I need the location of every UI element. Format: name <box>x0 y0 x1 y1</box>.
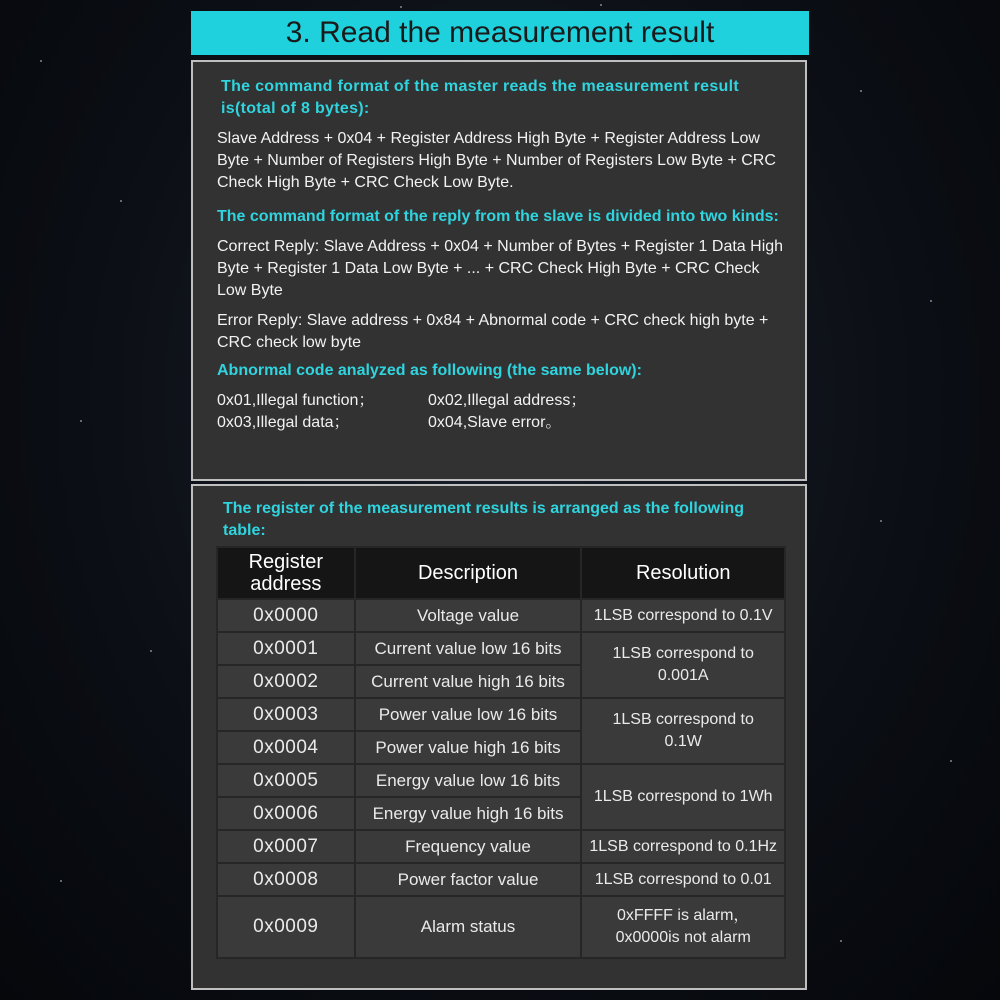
table-row <box>217 599 785 632</box>
command-format-panel <box>191 60 807 481</box>
description-cell: Current value high 16 bits <box>355 665 582 698</box>
description-cell: Power value high 16 bits <box>355 731 582 764</box>
table-row <box>217 830 785 863</box>
register-address-cell: 0x0006 <box>217 797 355 830</box>
page-title: 3. Read the measurement result <box>191 11 809 55</box>
register-address-cell: 0x0002 <box>217 665 355 698</box>
register-address-cell: 0x0009 <box>217 896 355 958</box>
resolution-cell: 1LSB correspond to 0.01 <box>581 863 785 896</box>
register-table <box>216 546 786 959</box>
abnormal-code-heading: Abnormal code analyzed as following (the same below): <box>217 362 642 379</box>
abnormal-code-item: 0x02,Illegal address； <box>428 392 587 409</box>
slave-reply-heading: The command format of the reply from the slave is divided into two kinds: <box>217 208 779 225</box>
abnormal-code-item: 0x03,Illegal data； <box>217 414 350 431</box>
register-table-heading: The register of the measurement results is arranged as the following table: <box>223 500 745 539</box>
table-row <box>217 698 785 731</box>
register-table-panel <box>191 484 807 990</box>
description-cell: Voltage value <box>355 599 582 632</box>
resolution-cell: 1LSB correspond to 0.1W <box>581 698 785 764</box>
description-cell: Power factor value <box>355 863 582 896</box>
table-row <box>217 632 785 665</box>
description-cell: Alarm status <box>355 896 582 958</box>
register-address-cell: 0x0000 <box>217 599 355 632</box>
resolution-cell: 1LSB correspond to 1Wh <box>581 764 785 830</box>
master-command-heading: The command format of the master reads the measurement result is(total of 8 bytes): <box>221 78 739 117</box>
register-address-cell: 0x0004 <box>217 731 355 764</box>
description-cell: Frequency value <box>355 830 582 863</box>
abnormal-code-list <box>217 390 787 434</box>
resolution-cell: 1LSB correspond to 0.1Hz <box>581 830 785 863</box>
description-cell: Energy value low 16 bits <box>355 764 582 797</box>
description-cell: Energy value high 16 bits <box>355 797 582 830</box>
resolution-cell: 1LSB correspond to 0.1V <box>581 599 785 632</box>
description-cell: Power value low 16 bits <box>355 698 582 731</box>
register-address-cell: 0x0005 <box>217 764 355 797</box>
column-header-resolution: Resolution <box>581 547 785 599</box>
resolution-cell: 0xFFFF is alarm，0x0000is not alarm <box>581 896 785 958</box>
master-command-format: Slave Address + 0x04 + Register Address High Byte + Register Address Low Byte + Number of Registers High Byte + Number of Registers Low Byte + CRC Check High Byte + CRC Check Low Byte. <box>217 130 776 191</box>
register-address-cell: 0x0001 <box>217 632 355 665</box>
register-address-cell: 0x0007 <box>217 830 355 863</box>
description-cell: Current value low 16 bits <box>355 632 582 665</box>
column-header-address: Register address <box>217 547 355 599</box>
error-reply-text: Error Reply: Slave address + 0x84 + Abnormal code + CRC check high byte + CRC check low byte <box>217 312 769 351</box>
table-row <box>217 863 785 896</box>
register-address-cell: 0x0008 <box>217 863 355 896</box>
table-row <box>217 764 785 797</box>
table-header-row <box>217 547 785 599</box>
abnormal-code-item: 0x04,Slave error。 <box>428 414 562 431</box>
correct-reply-text: Correct Reply: Slave Address + 0x04 + Number of Bytes + Register 1 Data High Byte + Register 1 Data Low Byte + ... + CRC Check High Byte + CRC Check Low Byte <box>217 238 784 299</box>
resolution-cell: 1LSB correspond to 0.001A <box>581 632 785 698</box>
abnormal-code-item: 0x01,Illegal function； <box>217 392 375 409</box>
column-header-description: Description <box>355 547 582 599</box>
table-row <box>217 896 785 958</box>
register-address-cell: 0x0003 <box>217 698 355 731</box>
